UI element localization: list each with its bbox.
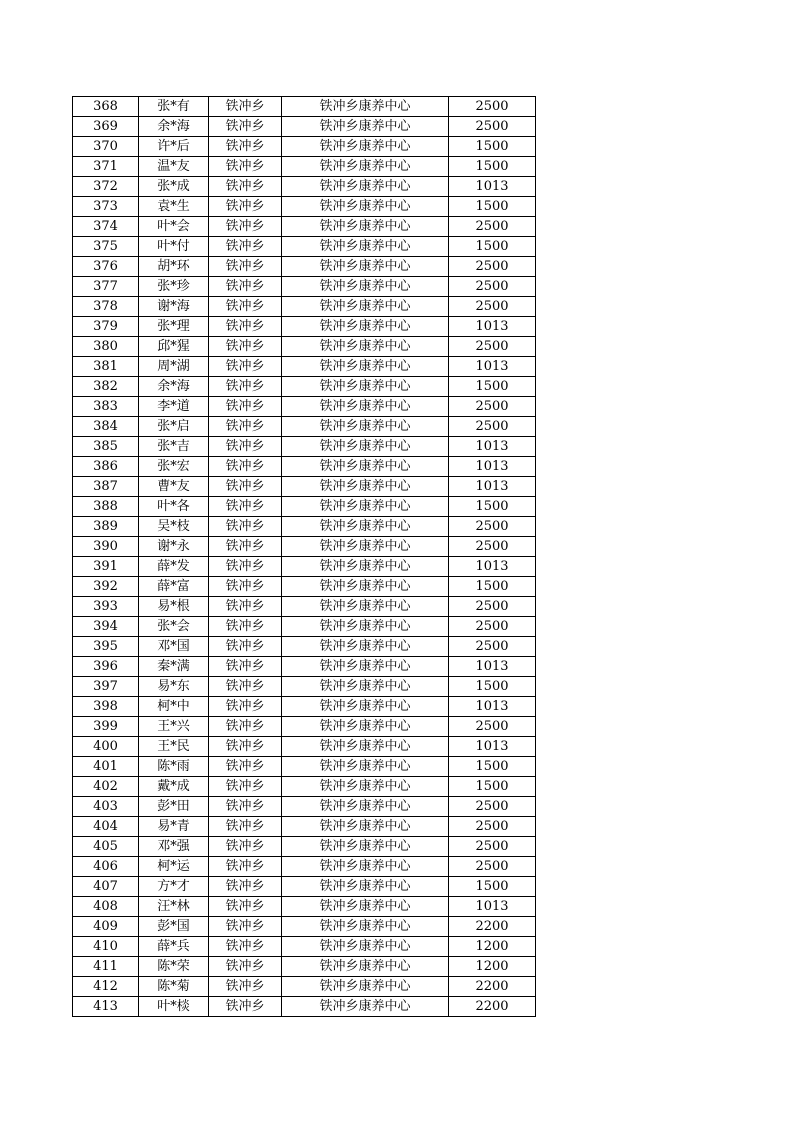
township-cell: 铁冲乡 [209, 717, 282, 737]
amount-cell: 2500 [449, 417, 536, 437]
name-cell: 薛*兵 [139, 937, 209, 957]
institution-cell: 铁冲乡康养中心 [282, 477, 449, 497]
institution-cell: 铁冲乡康养中心 [282, 197, 449, 217]
institution-cell: 铁冲乡康养中心 [282, 297, 449, 317]
township-cell: 铁冲乡 [209, 97, 282, 117]
institution-cell: 铁冲乡康养中心 [282, 797, 449, 817]
township-cell: 铁冲乡 [209, 797, 282, 817]
amount-cell: 2500 [449, 717, 536, 737]
row-number-cell: 380 [73, 337, 139, 357]
amount-cell: 1500 [449, 497, 536, 517]
institution-cell: 铁冲乡康养中心 [282, 697, 449, 717]
name-cell: 王*民 [139, 737, 209, 757]
institution-cell: 铁冲乡康养中心 [282, 977, 449, 997]
name-cell: 吴*枝 [139, 517, 209, 537]
name-cell: 秦*满 [139, 657, 209, 677]
amount-cell: 1500 [449, 577, 536, 597]
institution-cell: 铁冲乡康养中心 [282, 757, 449, 777]
institution-cell: 铁冲乡康养中心 [282, 897, 449, 917]
name-cell: 易*根 [139, 597, 209, 617]
table-row [73, 437, 536, 457]
name-cell: 张*珍 [139, 277, 209, 297]
township-cell: 铁冲乡 [209, 577, 282, 597]
institution-cell: 铁冲乡康养中心 [282, 177, 449, 197]
name-cell: 陈*雨 [139, 757, 209, 777]
institution-cell: 铁冲乡康养中心 [282, 377, 449, 397]
township-cell: 铁冲乡 [209, 117, 282, 137]
township-cell: 铁冲乡 [209, 997, 282, 1017]
amount-cell: 1013 [449, 897, 536, 917]
institution-cell: 铁冲乡康养中心 [282, 857, 449, 877]
table-row [73, 517, 536, 537]
township-cell: 铁冲乡 [209, 477, 282, 497]
township-cell: 铁冲乡 [209, 637, 282, 657]
row-number-cell: 390 [73, 537, 139, 557]
name-cell: 叶*会 [139, 217, 209, 237]
township-cell: 铁冲乡 [209, 437, 282, 457]
amount-cell: 2500 [449, 397, 536, 417]
amount-cell: 1013 [449, 737, 536, 757]
township-cell: 铁冲乡 [209, 917, 282, 937]
amount-cell: 1200 [449, 937, 536, 957]
name-cell: 张*理 [139, 317, 209, 337]
name-cell: 张*启 [139, 417, 209, 437]
table-row [73, 537, 536, 557]
amount-cell: 1013 [449, 657, 536, 677]
row-number-cell: 406 [73, 857, 139, 877]
row-number-cell: 409 [73, 917, 139, 937]
row-number-cell: 392 [73, 577, 139, 597]
row-number-cell: 372 [73, 177, 139, 197]
township-cell: 铁冲乡 [209, 677, 282, 697]
table-row [73, 497, 536, 517]
institution-cell: 铁冲乡康养中心 [282, 717, 449, 737]
institution-cell: 铁冲乡康养中心 [282, 997, 449, 1017]
township-cell: 铁冲乡 [209, 837, 282, 857]
amount-cell: 2500 [449, 797, 536, 817]
table-row [73, 617, 536, 637]
amount-cell: 2500 [449, 337, 536, 357]
name-cell: 邓*强 [139, 837, 209, 857]
township-cell: 铁冲乡 [209, 317, 282, 337]
amount-cell: 2500 [449, 257, 536, 277]
row-number-cell: 376 [73, 257, 139, 277]
name-cell: 张*会 [139, 617, 209, 637]
row-number-cell: 378 [73, 297, 139, 317]
table-row [73, 317, 536, 337]
table-row [73, 237, 536, 257]
table-row [73, 757, 536, 777]
township-cell: 铁冲乡 [209, 857, 282, 877]
row-number-cell: 368 [73, 97, 139, 117]
township-cell: 铁冲乡 [209, 817, 282, 837]
row-number-cell: 385 [73, 437, 139, 457]
document-sheet [72, 96, 536, 1017]
township-cell: 铁冲乡 [209, 397, 282, 417]
row-number-cell: 405 [73, 837, 139, 857]
table-row [73, 117, 536, 137]
amount-cell: 2500 [449, 297, 536, 317]
table-row [73, 457, 536, 477]
institution-cell: 铁冲乡康养中心 [282, 577, 449, 597]
amount-cell: 1013 [449, 557, 536, 577]
township-cell: 铁冲乡 [209, 217, 282, 237]
amount-cell: 2500 [449, 537, 536, 557]
row-number-cell: 393 [73, 597, 139, 617]
name-cell: 彭*国 [139, 917, 209, 937]
institution-cell: 铁冲乡康养中心 [282, 957, 449, 977]
row-number-cell: 389 [73, 517, 139, 537]
institution-cell: 铁冲乡康养中心 [282, 417, 449, 437]
name-cell: 陈*荣 [139, 957, 209, 977]
township-cell: 铁冲乡 [209, 497, 282, 517]
institution-cell: 铁冲乡康养中心 [282, 257, 449, 277]
institution-cell: 铁冲乡康养中心 [282, 97, 449, 117]
township-cell: 铁冲乡 [209, 257, 282, 277]
amount-cell: 2500 [449, 837, 536, 857]
institution-cell: 铁冲乡康养中心 [282, 317, 449, 337]
row-number-cell: 379 [73, 317, 139, 337]
amount-cell: 1500 [449, 377, 536, 397]
name-cell: 胡*环 [139, 257, 209, 277]
township-cell: 铁冲乡 [209, 417, 282, 437]
table-row [73, 877, 536, 897]
table-row [73, 377, 536, 397]
amount-cell: 2500 [449, 277, 536, 297]
row-number-cell: 395 [73, 637, 139, 657]
name-cell: 柯*中 [139, 697, 209, 717]
township-cell: 铁冲乡 [209, 877, 282, 897]
institution-cell: 铁冲乡康养中心 [282, 917, 449, 937]
table-row [73, 657, 536, 677]
table-row [73, 957, 536, 977]
institution-cell: 铁冲乡康养中心 [282, 537, 449, 557]
institution-cell: 铁冲乡康养中心 [282, 677, 449, 697]
row-number-cell: 391 [73, 557, 139, 577]
institution-cell: 铁冲乡康养中心 [282, 357, 449, 377]
name-cell: 张*吉 [139, 437, 209, 457]
row-number-cell: 381 [73, 357, 139, 377]
township-cell: 铁冲乡 [209, 297, 282, 317]
institution-cell: 铁冲乡康养中心 [282, 517, 449, 537]
table-row [73, 197, 536, 217]
row-number-cell: 408 [73, 897, 139, 917]
row-number-cell: 382 [73, 377, 139, 397]
institution-cell: 铁冲乡康养中心 [282, 397, 449, 417]
row-number-cell: 384 [73, 417, 139, 437]
institution-cell: 铁冲乡康养中心 [282, 557, 449, 577]
name-cell: 周*湖 [139, 357, 209, 377]
amount-cell: 2500 [449, 857, 536, 877]
table-row [73, 477, 536, 497]
amount-cell: 1013 [449, 457, 536, 477]
institution-cell: 铁冲乡康养中心 [282, 637, 449, 657]
township-cell: 铁冲乡 [209, 517, 282, 537]
table-row [73, 917, 536, 937]
name-cell: 李*道 [139, 397, 209, 417]
township-cell: 铁冲乡 [209, 177, 282, 197]
table-row [73, 137, 536, 157]
table-row [73, 217, 536, 237]
table-body [73, 97, 536, 1017]
row-number-cell: 401 [73, 757, 139, 777]
amount-cell: 1500 [449, 237, 536, 257]
name-cell: 曹*友 [139, 477, 209, 497]
institution-cell: 铁冲乡康养中心 [282, 657, 449, 677]
table-row [73, 257, 536, 277]
institution-cell: 铁冲乡康养中心 [282, 497, 449, 517]
name-cell: 薛*富 [139, 577, 209, 597]
table-row [73, 737, 536, 757]
row-number-cell: 386 [73, 457, 139, 477]
amount-cell: 1500 [449, 197, 536, 217]
township-cell: 铁冲乡 [209, 237, 282, 257]
table-row [73, 677, 536, 697]
amount-cell: 2500 [449, 637, 536, 657]
row-number-cell: 403 [73, 797, 139, 817]
amount-cell: 1500 [449, 137, 536, 157]
township-cell: 铁冲乡 [209, 377, 282, 397]
row-number-cell: 369 [73, 117, 139, 137]
name-cell: 方*才 [139, 877, 209, 897]
row-number-cell: 407 [73, 877, 139, 897]
amount-cell: 1500 [449, 677, 536, 697]
amount-cell: 2500 [449, 117, 536, 137]
amount-cell: 2500 [449, 597, 536, 617]
institution-cell: 铁冲乡康养中心 [282, 877, 449, 897]
name-cell: 谢*永 [139, 537, 209, 557]
amount-cell: 1013 [449, 317, 536, 337]
row-number-cell: 374 [73, 217, 139, 237]
name-cell: 张*有 [139, 97, 209, 117]
row-number-cell: 402 [73, 777, 139, 797]
name-cell: 张*成 [139, 177, 209, 197]
amount-cell: 2200 [449, 997, 536, 1017]
row-number-cell: 411 [73, 957, 139, 977]
row-number-cell: 375 [73, 237, 139, 257]
name-cell: 易*青 [139, 817, 209, 837]
amount-cell: 2500 [449, 817, 536, 837]
name-cell: 邓*国 [139, 637, 209, 657]
row-number-cell: 398 [73, 697, 139, 717]
table-row [73, 577, 536, 597]
row-number-cell: 370 [73, 137, 139, 157]
name-cell: 薛*发 [139, 557, 209, 577]
amount-cell: 2500 [449, 517, 536, 537]
institution-cell: 铁冲乡康养中心 [282, 837, 449, 857]
row-number-cell: 377 [73, 277, 139, 297]
table-row [73, 717, 536, 737]
institution-cell: 铁冲乡康养中心 [282, 237, 449, 257]
table-row [73, 937, 536, 957]
township-cell: 铁冲乡 [209, 697, 282, 717]
name-cell: 谢*海 [139, 297, 209, 317]
row-number-cell: 387 [73, 477, 139, 497]
amount-cell: 2500 [449, 617, 536, 637]
amount-cell: 1500 [449, 777, 536, 797]
name-cell: 叶*棪 [139, 997, 209, 1017]
institution-cell: 铁冲乡康养中心 [282, 437, 449, 457]
row-number-cell: 396 [73, 657, 139, 677]
row-number-cell: 400 [73, 737, 139, 757]
table-row [73, 997, 536, 1017]
township-cell: 铁冲乡 [209, 777, 282, 797]
amount-cell: 1200 [449, 957, 536, 977]
township-cell: 铁冲乡 [209, 617, 282, 637]
institution-cell: 铁冲乡康养中心 [282, 157, 449, 177]
township-cell: 铁冲乡 [209, 757, 282, 777]
table-row [73, 397, 536, 417]
table-row [73, 837, 536, 857]
table-row [73, 277, 536, 297]
name-cell: 张*宏 [139, 457, 209, 477]
amount-cell: 2500 [449, 97, 536, 117]
table-row [73, 417, 536, 437]
row-number-cell: 388 [73, 497, 139, 517]
table-row [73, 637, 536, 657]
name-cell: 易*东 [139, 677, 209, 697]
table-row [73, 557, 536, 577]
township-cell: 铁冲乡 [209, 557, 282, 577]
township-cell: 铁冲乡 [209, 957, 282, 977]
township-cell: 铁冲乡 [209, 457, 282, 477]
amount-cell: 1013 [449, 697, 536, 717]
institution-cell: 铁冲乡康养中心 [282, 937, 449, 957]
township-cell: 铁冲乡 [209, 537, 282, 557]
institution-cell: 铁冲乡康养中心 [282, 217, 449, 237]
table-row [73, 157, 536, 177]
institution-cell: 铁冲乡康养中心 [282, 137, 449, 157]
table-row [73, 597, 536, 617]
institution-cell: 铁冲乡康养中心 [282, 777, 449, 797]
row-number-cell: 404 [73, 817, 139, 837]
name-cell: 温*友 [139, 157, 209, 177]
township-cell: 铁冲乡 [209, 657, 282, 677]
township-cell: 铁冲乡 [209, 277, 282, 297]
row-number-cell: 410 [73, 937, 139, 957]
row-number-cell: 373 [73, 197, 139, 217]
row-number-cell: 394 [73, 617, 139, 637]
institution-cell: 铁冲乡康养中心 [282, 737, 449, 757]
institution-cell: 铁冲乡康养中心 [282, 617, 449, 637]
name-cell: 陈*菊 [139, 977, 209, 997]
table-row [73, 857, 536, 877]
institution-cell: 铁冲乡康养中心 [282, 337, 449, 357]
row-number-cell: 412 [73, 977, 139, 997]
table-row [73, 337, 536, 357]
township-cell: 铁冲乡 [209, 597, 282, 617]
name-cell: 叶*各 [139, 497, 209, 517]
name-cell: 邱*猩 [139, 337, 209, 357]
amount-cell: 1500 [449, 757, 536, 777]
name-cell: 汪*林 [139, 897, 209, 917]
name-cell: 余*海 [139, 377, 209, 397]
table-row [73, 897, 536, 917]
row-number-cell: 371 [73, 157, 139, 177]
township-cell: 铁冲乡 [209, 937, 282, 957]
name-cell: 王*兴 [139, 717, 209, 737]
township-cell: 铁冲乡 [209, 137, 282, 157]
table-row [73, 777, 536, 797]
township-cell: 铁冲乡 [209, 357, 282, 377]
row-number-cell: 383 [73, 397, 139, 417]
table-row [73, 97, 536, 117]
amount-cell: 1500 [449, 157, 536, 177]
amount-cell: 1013 [449, 477, 536, 497]
amount-cell: 1013 [449, 357, 536, 377]
amount-cell: 2200 [449, 977, 536, 997]
township-cell: 铁冲乡 [209, 337, 282, 357]
name-cell: 袁*生 [139, 197, 209, 217]
institution-cell: 铁冲乡康养中心 [282, 117, 449, 137]
table-row [73, 977, 536, 997]
amount-cell: 2500 [449, 217, 536, 237]
table-row [73, 177, 536, 197]
township-cell: 铁冲乡 [209, 197, 282, 217]
table-row [73, 697, 536, 717]
name-cell: 彭*田 [139, 797, 209, 817]
table-row [73, 797, 536, 817]
data-table [72, 96, 536, 1017]
institution-cell: 铁冲乡康养中心 [282, 597, 449, 617]
township-cell: 铁冲乡 [209, 157, 282, 177]
name-cell: 叶*付 [139, 237, 209, 257]
name-cell: 余*海 [139, 117, 209, 137]
township-cell: 铁冲乡 [209, 897, 282, 917]
amount-cell: 2200 [449, 917, 536, 937]
name-cell: 柯*运 [139, 857, 209, 877]
amount-cell: 1500 [449, 877, 536, 897]
amount-cell: 1013 [449, 177, 536, 197]
table-row [73, 357, 536, 377]
institution-cell: 铁冲乡康养中心 [282, 277, 449, 297]
name-cell: 许*后 [139, 137, 209, 157]
name-cell: 戴*成 [139, 777, 209, 797]
amount-cell: 1013 [449, 437, 536, 457]
township-cell: 铁冲乡 [209, 737, 282, 757]
row-number-cell: 399 [73, 717, 139, 737]
table-row [73, 297, 536, 317]
institution-cell: 铁冲乡康养中心 [282, 817, 449, 837]
table-row [73, 817, 536, 837]
row-number-cell: 397 [73, 677, 139, 697]
row-number-cell: 413 [73, 997, 139, 1017]
institution-cell: 铁冲乡康养中心 [282, 457, 449, 477]
township-cell: 铁冲乡 [209, 977, 282, 997]
